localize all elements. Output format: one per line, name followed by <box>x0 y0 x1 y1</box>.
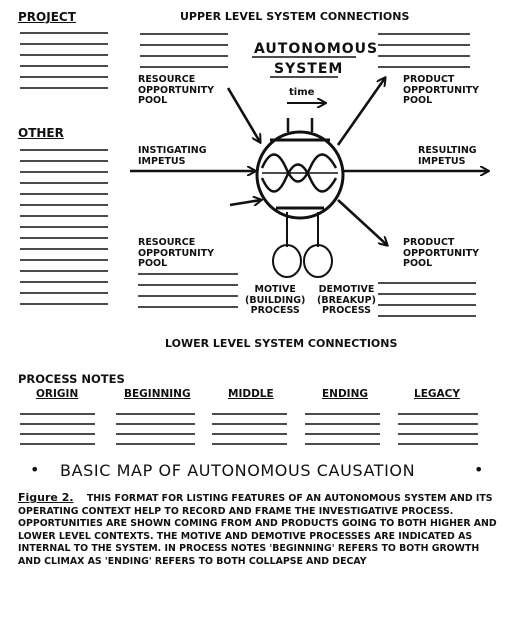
other-lines <box>20 150 108 304</box>
product-bottom-label: PRODUCT OPPORTUNITY POOL <box>403 237 480 269</box>
heading-bullet-right: • <box>474 460 485 479</box>
heading-bullet-left: • <box>30 460 41 479</box>
column-legacy: LEGACY <box>414 388 460 400</box>
process-notes-title: PROCESS NOTES <box>18 372 125 386</box>
lower-connections-heading: LOWER LEVEL SYSTEM CONNECTIONS <box>165 337 398 350</box>
figure-number: Figure 2. <box>18 491 74 504</box>
figure-caption <box>18 492 498 568</box>
instigating-impetus-label: INSTIGATING IMPETUS <box>138 145 207 167</box>
system-symbol <box>257 118 343 218</box>
resource-bottom-label: RESOURCE OPPORTUNITY POOL <box>138 237 215 269</box>
resulting-impetus-label: RESULTING IMPETUS <box>418 145 477 167</box>
process-bulbs <box>273 212 332 277</box>
demotive-process-label: DEMOTIVE (BREAKUP) PROCESS <box>317 284 376 316</box>
column-middle: MIDDLE <box>228 388 274 400</box>
motive-process-label: MOTIVE (BUILDING) PROCESS <box>245 284 306 316</box>
caption-text: THIS FORMAT FOR LISTING FEATURES OF AN AUTONOMOUS SYSTEM AND ITS OPERATING CONTEXT HELP TO RECORD AND FRAME THE INVESTIGATIVE PROCESS. OPPORTUNITIES ARE SHOWN COMING FROM AND PRODUCTS GOING TO BOTH HIGHER AND LOWER LEVEL CONTEXTS. THE MOTIVE AND DEMOTIVE PROCESSES ARE INDICATED AS INTERNAL TO THE SYSTEM. IN PROCESS NOTES 'BEGINNING' REFERS TO BOTH GROWTH AND CLIMAX AS 'ENDING' REFERS TO BOTH COLLAPSE AND DECAY <box>18 493 497 567</box>
other-heading: OTHER <box>18 126 64 140</box>
column-beginning: BEGINNING <box>124 388 191 400</box>
system-title-line1: AUTONOMOUS <box>254 41 379 57</box>
column-ending: ENDING <box>322 388 368 400</box>
column-origin: ORIGIN <box>36 388 79 400</box>
resource-top-label: RESOURCE OPPORTUNITY POOL <box>138 74 215 106</box>
process-notes-lines <box>20 414 478 444</box>
project-heading: PROJECT <box>18 10 76 24</box>
product-top-label: PRODUCT OPPORTUNITY POOL <box>403 74 480 106</box>
lower-lines <box>138 274 476 316</box>
time-label: time <box>289 87 315 98</box>
main-heading: BASIC MAP OF AUTONOMOUS CAUSATION <box>60 461 416 480</box>
project-lines <box>20 33 108 88</box>
upper-connections-heading: UPPER LEVEL SYSTEM CONNECTIONS <box>180 10 410 23</box>
system-title-line2: SYSTEM <box>274 61 344 77</box>
